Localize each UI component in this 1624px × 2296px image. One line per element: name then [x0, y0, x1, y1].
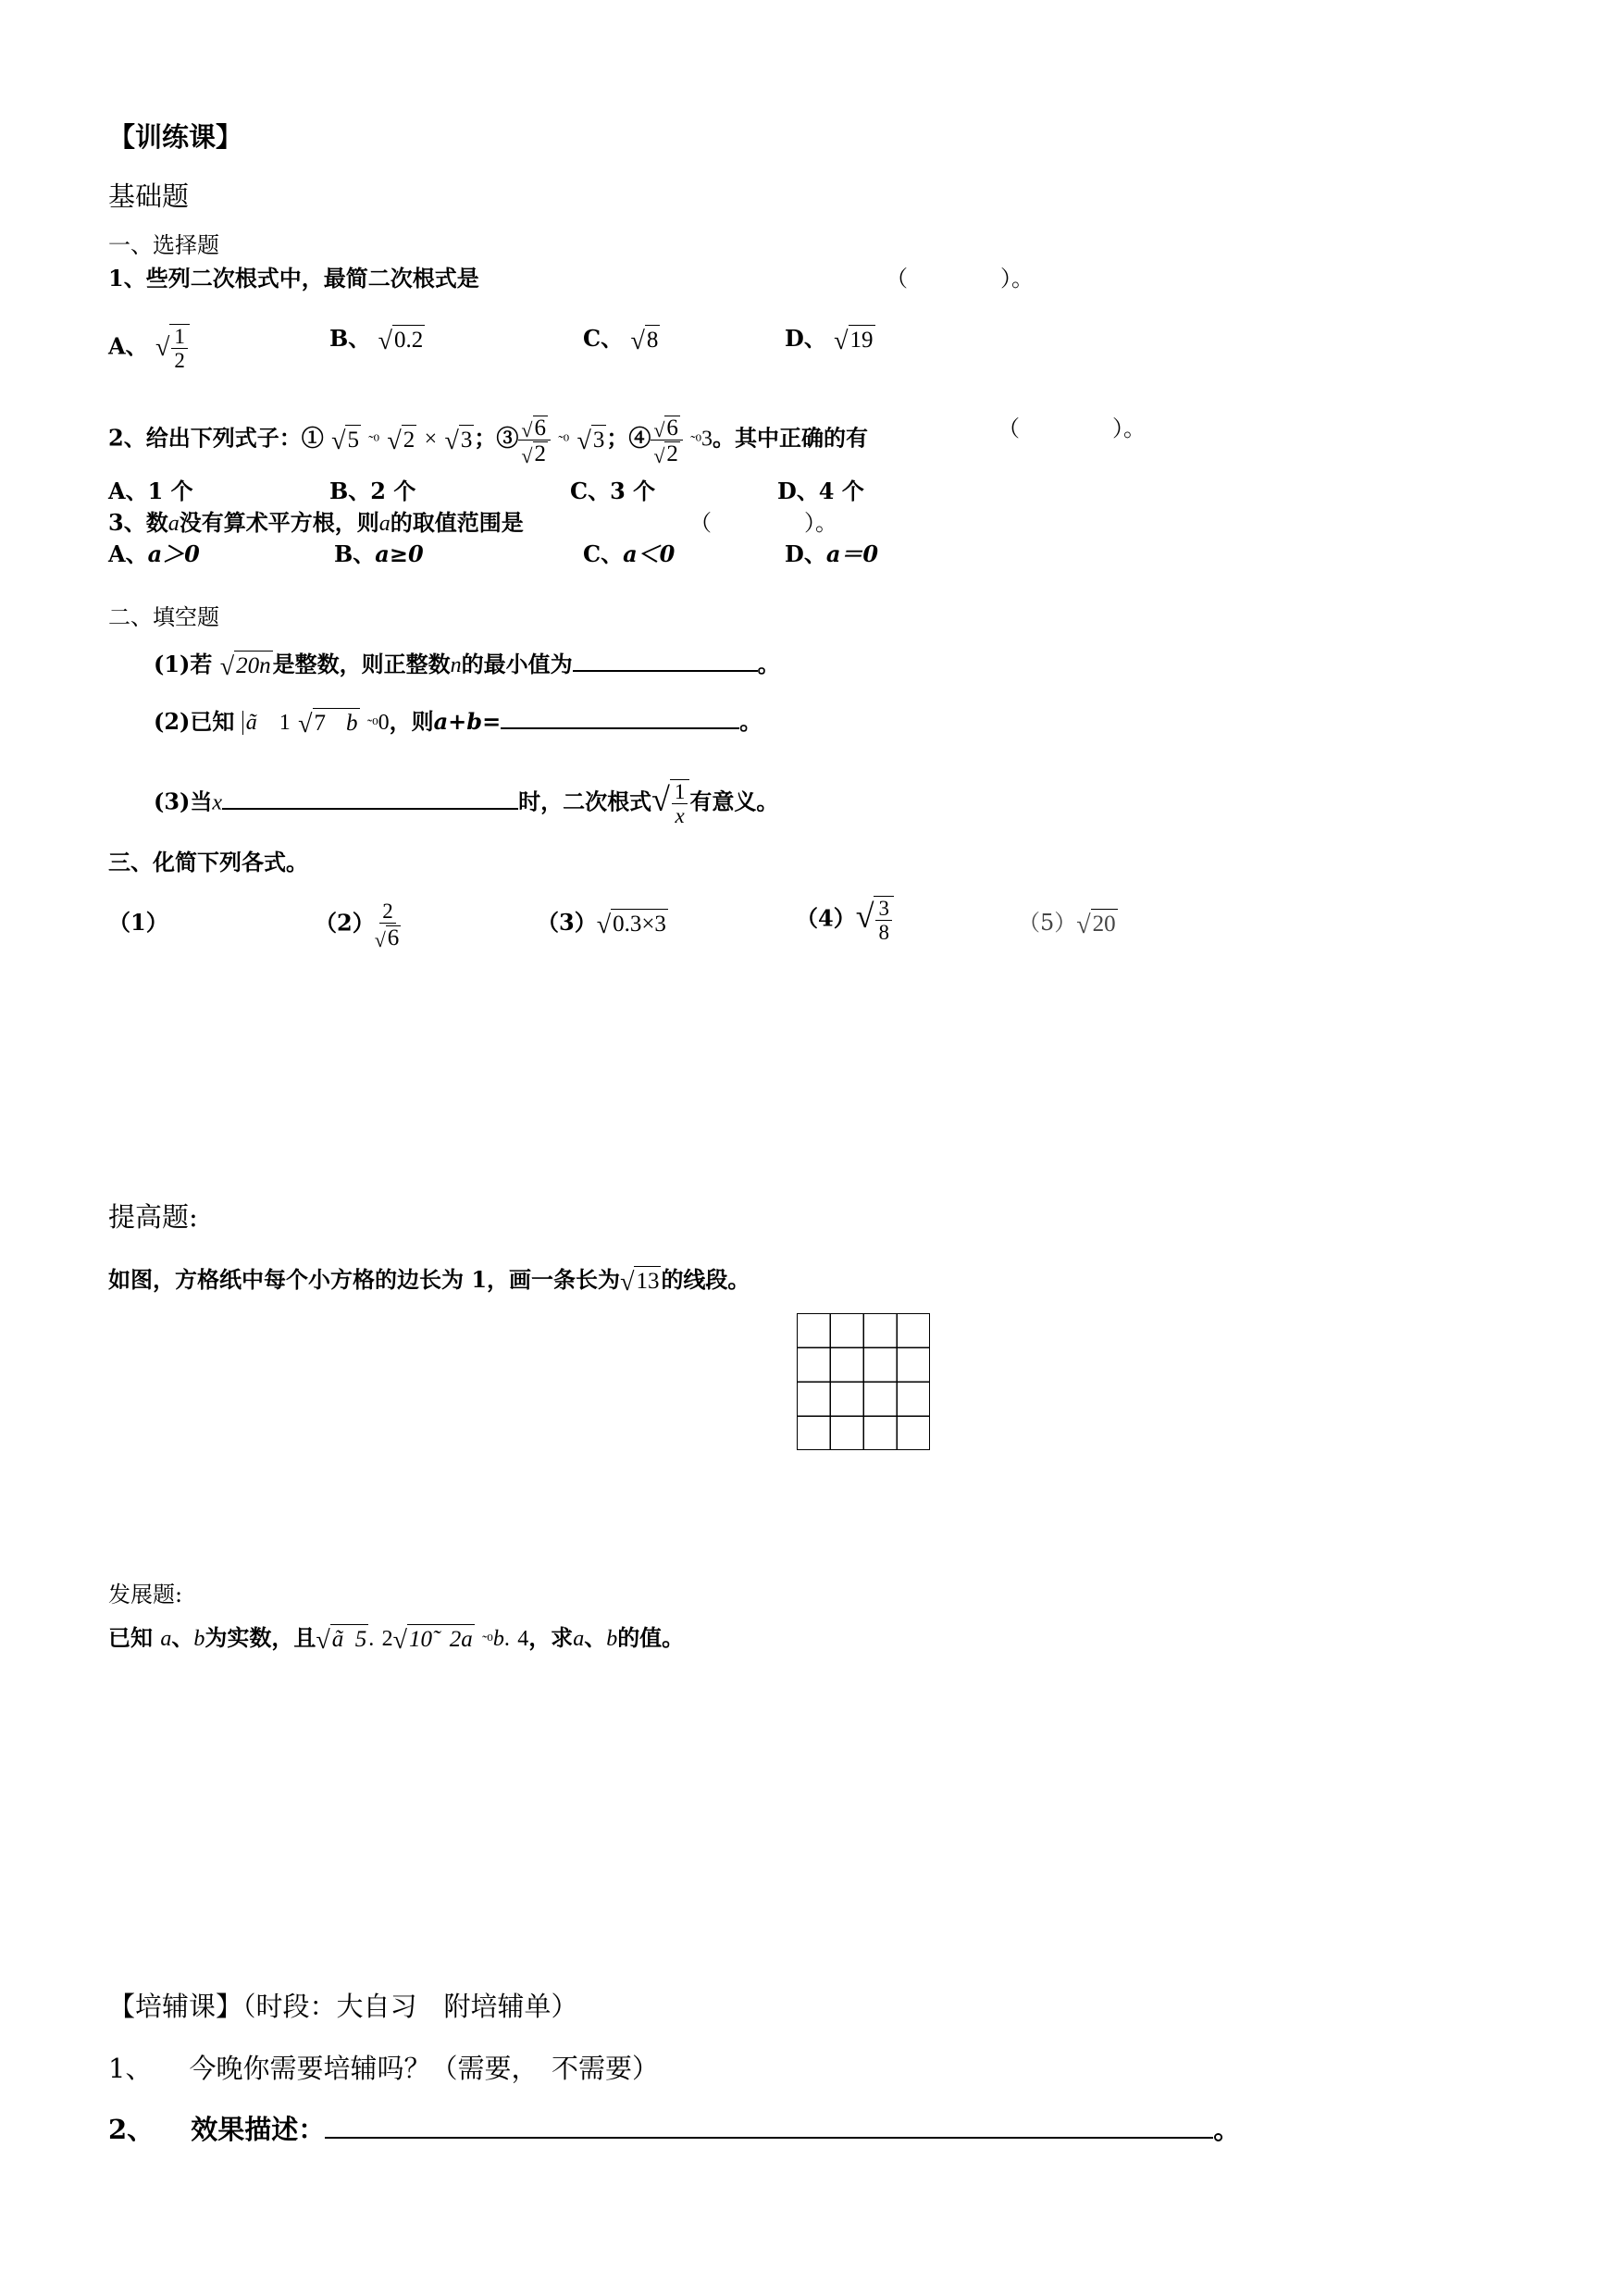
option-label: D、 — [785, 325, 826, 352]
q3-stem-a: 3、数 — [108, 509, 168, 536]
sqrt-expression: √2 — [387, 426, 415, 455]
paren-close: ）。 — [1112, 416, 1146, 441]
paren-open: （ — [689, 510, 712, 536]
option-label: A、 — [108, 332, 148, 360]
fill-1-pre: (1)若 — [154, 651, 213, 677]
q2-stem: 2、给出下列式子：① — [108, 424, 324, 452]
item-label: （3） — [537, 909, 597, 936]
q1-option-d — [785, 324, 875, 355]
sqrt-expression: √0.3×3 — [596, 911, 666, 939]
option-expr: a＝0 — [825, 540, 879, 567]
q2-option-c: C、3 个 — [570, 478, 656, 504]
abs-expression — [242, 711, 291, 735]
fill-2-pre: (2)已知 — [154, 708, 235, 735]
sqrt-expression: √20n — [219, 652, 271, 681]
fraction-numerator: 1 — [672, 780, 688, 804]
tutoring-title: 【培辅课】（时段：大自习 附培辅单） — [108, 1991, 578, 2022]
develop-question — [108, 1623, 684, 1657]
q3-stem-c: 的取值范围是 — [390, 509, 524, 536]
radicand: 5 — [345, 425, 361, 455]
option-expr: a≥0 — [375, 540, 424, 567]
sqrt-expression: √0.2 — [378, 327, 424, 355]
answer-blank[interactable] — [573, 650, 758, 672]
fill-3-mid: 时，二次根式 — [518, 788, 652, 815]
simplify-title: 三、化简下列各式。 — [108, 849, 308, 875]
number: 2 — [381, 1627, 393, 1651]
tutoring-q1 — [108, 2054, 659, 2083]
sqrt-expression: √10̃ 2a — [392, 1626, 473, 1655]
radicand: 0.2 — [392, 325, 425, 355]
advanced-post: 的线段。 — [661, 1266, 750, 1293]
times-symbol: × — [424, 427, 438, 452]
radicand: 10̃ 2a — [407, 1624, 475, 1655]
variable: b — [346, 711, 358, 736]
q3-option-b — [334, 540, 424, 569]
paren-open: （ — [998, 416, 1020, 441]
radicand-number: 7 — [314, 711, 327, 736]
radicand — [313, 708, 360, 738]
advanced-question — [108, 1265, 750, 1297]
question-1 — [108, 264, 479, 293]
sqrt-expression: √7 b — [298, 710, 358, 738]
simplify-item-1: （1） — [108, 909, 168, 936]
sqrt-expression: √ $\frac{1}{x}$ — [651, 779, 689, 827]
garbled-symbol: ˜⁰ — [366, 717, 378, 733]
option-expr: a＞0 — [147, 540, 200, 567]
develop-title: 发展题: — [108, 1582, 183, 1607]
fraction-denominator: x — [675, 804, 685, 827]
item-label: （5） — [1018, 910, 1077, 936]
dot: . — [368, 1627, 375, 1651]
paren-close: ）。 — [1000, 266, 1034, 292]
tutoring-q2-text: 效果描述： — [191, 2114, 326, 2145]
period: 。 — [1213, 2114, 1241, 2145]
sqrt-expression: √5 — [331, 426, 359, 455]
variable: a — [160, 1627, 172, 1651]
fraction: $\frac{2}{√6}$ — [374, 900, 400, 951]
paren-open: （ — [886, 266, 908, 292]
q3-option-d — [785, 540, 878, 569]
fraction-denominator: 2 — [174, 349, 185, 372]
fill-3-pre: (3)当 — [154, 788, 213, 815]
simplify-item-3 — [537, 908, 668, 939]
radicand: 6 — [534, 415, 546, 441]
radicand: 3 — [459, 425, 475, 455]
question-2 — [108, 414, 869, 468]
develop-pre: 已知 — [108, 1624, 153, 1651]
q2-option-d: D、4 个 — [777, 478, 864, 504]
q3-paren — [689, 508, 837, 538]
advanced-title: 提高题: — [108, 1201, 198, 1233]
variable: b — [492, 1627, 504, 1651]
separator: 、 — [171, 1624, 194, 1651]
period: 。 — [739, 708, 762, 735]
abs-var: ã — [245, 711, 257, 735]
fill-1-mid: 是整数，则正整数 — [272, 651, 451, 677]
radicand: 19 — [849, 325, 875, 355]
develop-mid: 为实数，且 — [205, 1624, 316, 1651]
item-label: （2） — [315, 909, 375, 937]
radicand: 13 — [634, 1266, 661, 1297]
separator: 、 — [584, 1624, 607, 1651]
tutoring-q1-text: 今晚你需要培辅吗？（需要， 不需要） — [189, 2053, 659, 2084]
q3-stem-b: 没有算术平方根，则 — [179, 509, 379, 536]
number: 4 — [517, 1627, 529, 1651]
option-expr: a＜0 — [623, 540, 676, 567]
item-number: 2、 — [108, 2114, 155, 2145]
item-label: （4） — [796, 904, 856, 932]
develop-post: ，求 — [528, 1624, 574, 1651]
fraction-denominator: 8 — [878, 921, 889, 944]
garbled-symbol: ˜⁰ — [482, 1633, 493, 1649]
radicand: 2 — [666, 441, 678, 467]
q2-tail: 。其中正确的有 — [713, 424, 869, 452]
q1-stem: 1、些列二次根式中，最简二次根式是 — [108, 265, 479, 292]
section-header-training — [108, 122, 242, 152]
radicand: 2 — [402, 425, 417, 455]
q2-option-b: B、2 个 — [329, 478, 416, 504]
item-number: 1、 — [108, 2053, 153, 2084]
answer-blank[interactable] — [222, 788, 518, 810]
garbled-symbol: ˜⁰ — [690, 433, 702, 450]
sqrt-expression: √ã 5 — [316, 1626, 367, 1655]
dot: . — [503, 1627, 510, 1651]
radicand: ã 5 — [330, 1624, 369, 1655]
radicand: 8 — [645, 325, 661, 355]
sqrt-expression: √8 — [630, 327, 659, 355]
fraction-numerator: 3 — [875, 897, 892, 921]
number: 1 — [279, 711, 291, 735]
header-title: 【训练课】 — [108, 121, 243, 153]
option-label: D、 — [785, 540, 826, 567]
sqrt-expression: √ $\frac{1}{2}$ — [155, 324, 190, 372]
option-label: C、 — [583, 325, 624, 352]
fraction: $\frac{√6}{√2}$ — [651, 414, 683, 465]
choice-title: 一、选择题 — [108, 232, 219, 258]
fill-1 — [154, 650, 780, 681]
sum-expr: a+b= — [433, 708, 502, 735]
fraction-numerator: 1 — [171, 325, 188, 349]
simplify-item-4 — [796, 896, 894, 944]
tutoring-q2 — [108, 2113, 1240, 2144]
fill-3 — [154, 779, 778, 827]
q3-option-c — [583, 540, 675, 569]
fill-1-post: 的最小值为 — [461, 651, 573, 677]
square-grid-figure — [797, 1313, 930, 1450]
garbled-symbol: ˜⁰ — [368, 433, 380, 450]
radicand: 6 — [387, 925, 400, 950]
separator: ；③ — [474, 424, 519, 452]
variable: b — [193, 1627, 205, 1651]
fraction: $\frac{√6}{√2}$ — [518, 414, 551, 465]
sqrt-expression: √3 — [576, 426, 605, 455]
radicand: 6 — [666, 415, 678, 441]
develop-post2: 的值。 — [617, 1624, 685, 1651]
sqrt-expression: √13 — [620, 1268, 660, 1297]
radicand: 3 — [591, 425, 607, 455]
radicand: 20n — [234, 651, 273, 681]
variable: n — [450, 653, 462, 677]
option-label: A、 — [108, 540, 148, 567]
advanced-pre: 如图，方格纸中每个小方格的边长为 1，画一条长为 — [108, 1266, 621, 1293]
variable: x — [212, 790, 223, 815]
variable: a — [167, 512, 180, 536]
number: 3 — [701, 427, 713, 452]
radicand: 0.3×3 — [611, 909, 668, 939]
simplify-item-2 — [315, 900, 401, 949]
period: 。 — [757, 651, 780, 677]
sqrt-expression: √19 — [834, 327, 874, 355]
number: 0 — [378, 711, 390, 735]
q2-option-a: A、1 个 — [108, 478, 193, 504]
radicand: 20 — [1091, 909, 1118, 939]
variable: a — [573, 1627, 585, 1651]
separator: ；④ — [606, 424, 651, 452]
variable: b — [606, 1627, 618, 1651]
question-3 — [108, 508, 524, 539]
fraction-numerator: 2 — [379, 900, 396, 924]
simplify-item-5 — [1018, 908, 1118, 939]
fill-title: 二、填空题 — [108, 604, 219, 630]
radicand: 2 — [534, 441, 546, 467]
q1-option-a — [108, 324, 190, 372]
paren-close: ）。 — [804, 510, 837, 536]
q1-paren — [886, 264, 1034, 293]
description-blank[interactable] — [325, 2113, 1213, 2139]
fill-3-post: 有意义。 — [689, 788, 779, 815]
q1-option-b — [329, 324, 425, 355]
garbled-symbol: ˜⁰ — [558, 433, 570, 450]
sqrt-expression: √ $\frac{3}{8}$ — [856, 896, 894, 944]
sqrt-expression: √20 — [1076, 911, 1116, 939]
basic-title: 基础题 — [108, 180, 190, 212]
answer-blank[interactable] — [501, 707, 739, 729]
fill-2-mid: ，则 — [389, 708, 434, 735]
sqrt-expression: √3 — [444, 426, 473, 455]
variable: a — [378, 512, 391, 536]
option-label: C、 — [583, 540, 624, 567]
option-label: B、 — [329, 325, 371, 352]
q1-option-c — [583, 324, 660, 355]
fill-2 — [154, 707, 762, 740]
q3-option-a — [108, 540, 200, 569]
q2-paren — [998, 414, 1146, 443]
option-label: B、 — [334, 540, 376, 567]
